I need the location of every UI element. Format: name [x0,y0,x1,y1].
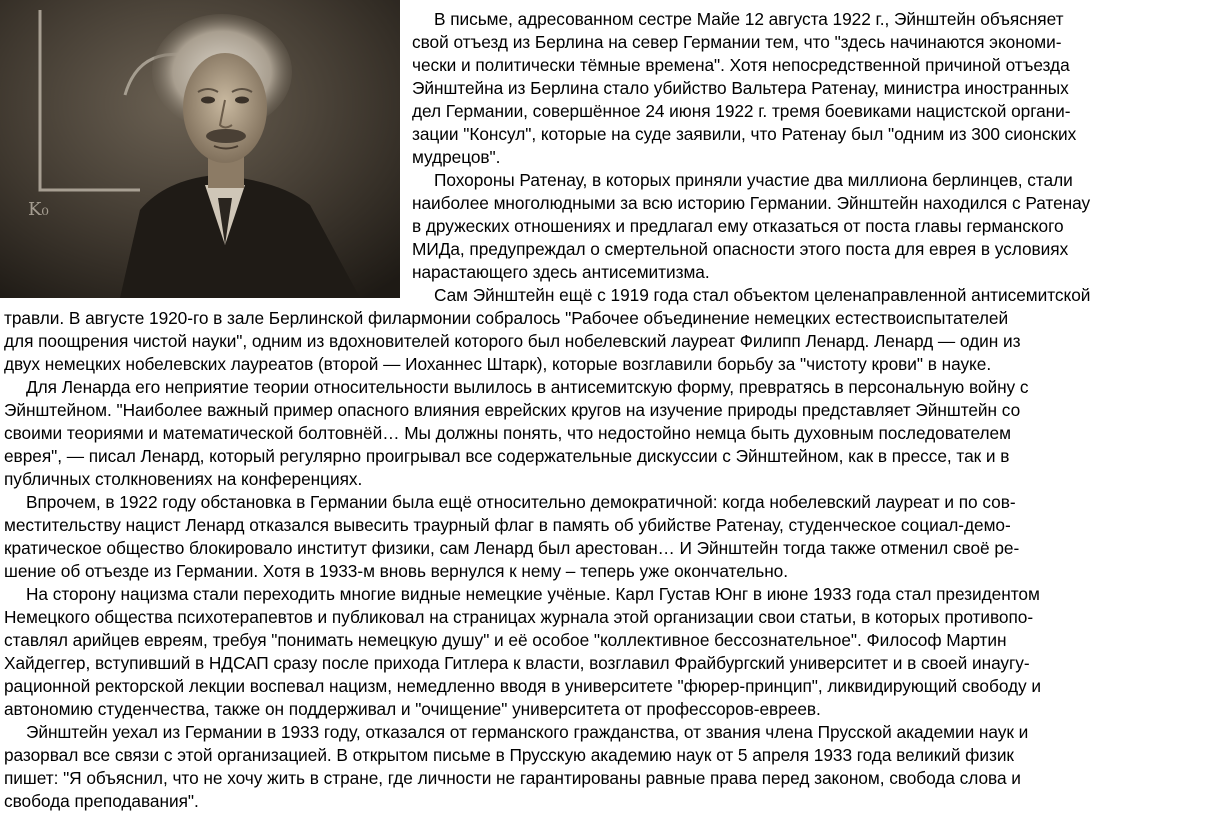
article-text [4,8,1199,813]
text-line: рационной ректорской лекции воспевал нацизм, немедленно вводя в университете "фюрер-принцип", ликвидирующий свободу и [4,676,1041,696]
text-line: Для Ленарда его неприятие теории относительности вылилось в антисемитскую форму, превратясь в персональную войну с [26,377,1029,397]
text-line: автономию студенчества, также он поддерживал и "очищение" университета от профессоров-евреев. [4,699,821,719]
text-line: чески и политически тёмные времена". Хотя непосредственной причиной отъезда [412,55,1070,75]
text-line: свой отъезд из Берлина на север Германии тем, что "здесь начинаются экономи- [412,32,1062,52]
text-line: шение об отъезде из Германии. Хотя в 1933-м вновь вернулся к нему – теперь уже окончательно. [4,561,788,581]
text-line: ставлял арийцев евреям, требуя "понимать немецкую душу" и её особое "коллективное бессознательное". Философ Мартин [4,630,1007,650]
text-line: На сторону нацизма стали переходить многие видные немецкие учёные. Карл Густав Юнг в июне 1933 года стал президентом [26,584,1040,604]
text-line: пишет: "Я объяснил, что не хочу жить в стране, где личности не гарантированы равные права перед законом, свобода слова и [4,768,1021,788]
text-line: Хайдеггер, вступивший в НДСАП сразу после прихода Гитлера к власти, возглавил Фрайбургский университет и в своей инаугу- [4,653,1030,673]
text-line: своими теориями и математической болтовнёй… Мы должны понять, что недостойно немца быть духовным последователем [4,423,1011,443]
text-line: разорвал все связи с этой организацией. В открытом письме в Прусскую академию наук от 5 апреля 1933 года великий физик [4,745,1014,765]
text-line: публичных столкновениях на конференциях. [4,469,363,489]
text-line: МИДа, предупреждал о смертельной опасности этого поста для еврея в условиях [412,239,1069,259]
text-line: травли. В августе 1920-го в зале Берлинской филармонии собралось "Рабочее объединение немецких естествоиспытателей [4,308,1009,328]
text-line: наиболее многолюдными за всю историю Германии. Эйнштейн находился с Ратенау [412,193,1091,213]
text-line: дел Германии, совершённое 24 июня 1922 г. тремя боевиками нацистской органи- [412,101,1071,121]
text-line: еврея", — писал Ленард, который регулярно проигрывал все содержательные дискуссии с Эйнштейном, как в прессе, так и в [4,446,1010,466]
text-line: для поощрения чистой науки", одним из вдохновителей которого был нобелевский лауреат Филипп Ленард. Ленард — один из [4,331,1021,351]
text-line: Впрочем, в 1922 году обстановка в Германии была ещё относительно демократичной: когда нобелевский лауреат и по сов- [26,492,1016,512]
text-line: в дружеских отношениях и предлагал ему отказаться от поста главы германского [412,216,1064,236]
text-line: Эйнштейн уехал из Германии в 1933 году, отказался от германского гражданства, от звания члена Прусской академии наук и [26,722,1029,742]
text-line: Эйнштейна из Берлина стало убийство Вальтера Ратенау, министра иностранных [412,78,1069,98]
text-line: мудрецов". [412,147,501,167]
text-line: В письме, адресованном сестре Майе 12 августа 1922 г., Эйнштейн объясняет [434,9,1064,29]
text-line: двух немецких нобелевских лауреатов (второй — Иоханнес Штарк), которые возглавили борьбу за "чистоту крови" в науке. [4,354,992,374]
text-line: Немецкого общества психотерапевтов и публиковал на страницах журнала этой организации свои статьи, в которых противопо- [4,607,1034,627]
text-line: Эйнштейном. "Наиболее важный пример опасного влияния еврейских кругов на изучение природы представляет Эйнштейн со [4,400,1021,420]
svg-text:K₀: K₀ [28,199,49,220]
text-line: Сам Эйнштейн ещё с 1919 года стал объектом целенаправленной антисемитской [434,285,1091,305]
text-line: Похороны Ратенау, в которых приняли участие два миллиона берлинцев, стали [434,170,1073,190]
text-line: свобода преподавания". [4,791,199,811]
text-line: зации "Консул", которые на суде заявили, что Ратенау был "одним из 300 сионских [412,124,1077,144]
text-line: местительству нацист Ленард отказался вывесить траурный флаг в память об убийстве Ратенау, студенческое социал-демо- [4,515,1011,535]
text-line: нарастающего здесь антисемитизма. [412,262,710,282]
text-line: кратическое общество блокировало институт физики, сам Ленард был арестован… И Эйнштейн тогда также отменил своё ре- [4,538,1020,558]
